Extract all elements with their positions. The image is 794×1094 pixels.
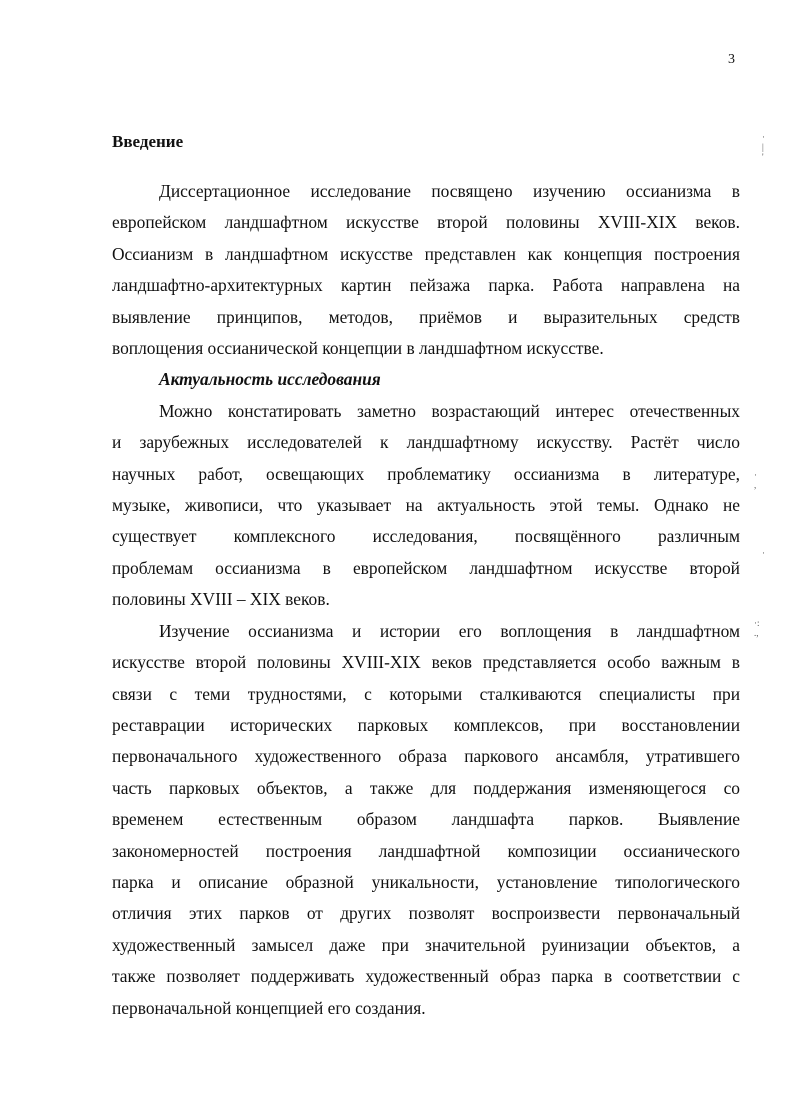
relevance-paragraph-2 bbox=[112, 616, 740, 1024]
text-line: также позволяет поддерживать художественный образ парка в соответствии с bbox=[112, 966, 740, 987]
text-line: первоначального художественного образа паркового ансамбля, утратившего bbox=[112, 746, 740, 767]
text-line: временем естественным образом ландшафта парков. Выявление bbox=[112, 809, 740, 830]
text-line: ландшафтно-архитектурных картин пейзажа парка. Работа направлена на bbox=[112, 275, 740, 296]
text-line: отличия этих парков от других позволят воспроизвести первоначальный bbox=[112, 903, 740, 924]
scan-artifact: · , bbox=[754, 470, 757, 490]
text-line: европейском ландшафтном искусстве второй половины XVIII-XIX веков. bbox=[112, 212, 740, 233]
text-line: научных работ, освещающих проблематику оссианизма в литературе, bbox=[112, 463, 740, 484]
text-line: Оссианизм в ландшафтном искусстве представлен как концепция построения bbox=[112, 243, 740, 264]
section-heading: Введение bbox=[112, 132, 184, 151]
text-line: часть парковых объектов, а также для поддержания изменяющегося со bbox=[112, 777, 740, 798]
text-line: половины XVIII – XIX веков. bbox=[112, 589, 330, 610]
text-line: закономерностей построения ландшафтной композиции оссианического bbox=[112, 840, 740, 861]
text-line: художественный замысел даже при значительной руинизации объектов, а bbox=[112, 934, 740, 955]
text-line: проблемам оссианизма в европейском ландшафтном искусстве второй bbox=[112, 557, 740, 578]
scan-artifact: · | ' bbox=[762, 132, 765, 162]
text-line: Можно констатировать заметно возрастающий интерес отечественных bbox=[159, 400, 740, 421]
text-line: выявление принципов, методов, приёмов и выразительных средств bbox=[112, 306, 740, 327]
text-line: искусстве второй половины XVIII-XIX веков представляется особо важным в bbox=[112, 652, 740, 673]
relevance-paragraph-1 bbox=[112, 396, 740, 616]
body-text bbox=[112, 176, 740, 1024]
text-line: реставрации исторических парковых комплексов, при восстановлении bbox=[112, 714, 740, 735]
text-line: первоначальной концепцией его создания. bbox=[112, 997, 426, 1018]
text-line: музыке, живописи, что указывает на актуальность этой темы. Однако не bbox=[112, 495, 740, 516]
text-line: и зарубежных исследователей к ландшафтному искусству. Растёт число bbox=[112, 432, 740, 453]
text-line: парка и описание образной уникальности, установление типологического bbox=[112, 871, 740, 892]
text-line: Диссертационное исследование посвящено изучению оссианизма в bbox=[159, 181, 740, 201]
text-line: воплощения оссианической концепции в ландшафтном искусстве. bbox=[112, 338, 604, 359]
text-line: Изучение оссианизма и истории его воплощения в ландшафтном bbox=[159, 620, 740, 641]
intro-paragraph bbox=[112, 176, 740, 364]
text-line: существует комплексного исследования, посвящённого различным bbox=[112, 526, 740, 547]
text-line: связи с теми трудностями, с которыми сталкиваются специалисты при bbox=[112, 683, 740, 704]
page-number: 3 bbox=[728, 52, 735, 67]
subsection-heading: Актуальность исследования bbox=[159, 369, 381, 390]
scan-artifact: · bbox=[762, 548, 765, 558]
scan-artifact: ·: ., bbox=[754, 618, 760, 638]
